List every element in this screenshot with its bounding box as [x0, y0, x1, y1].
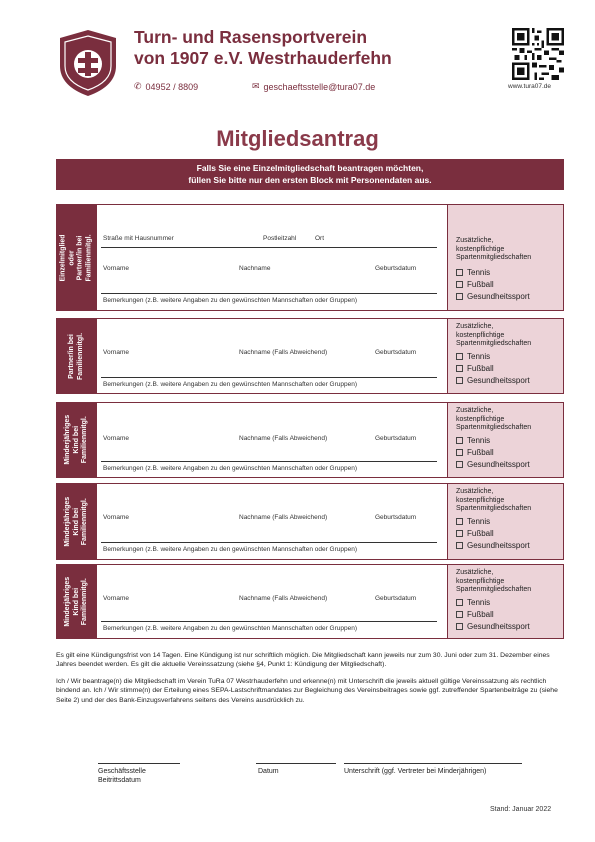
unterschrift-label: Unterschrift (ggf. Vertreter bei Minderjährigen): [344, 768, 487, 775]
form-title: Mitgliedsantrag: [216, 126, 379, 151]
member-block-1: [56, 204, 564, 311]
club-name: Turn- und Rasensportverein von 1907 e.V. Westrhauderfehn: [134, 27, 392, 68]
checkbox-icon[interactable]: [456, 377, 463, 384]
vorname-label: Vorname: [103, 514, 130, 521]
option-tennis[interactable]: Tennis: [456, 597, 563, 609]
nachname-label: Nachname (Falls Abweichend): [239, 349, 328, 356]
checkbox-icon[interactable]: [456, 518, 463, 525]
checkbox-icon[interactable]: [456, 281, 463, 288]
checkbox-icon[interactable]: [456, 269, 463, 276]
checkbox-icon[interactable]: [456, 293, 463, 300]
bemerkungen-label: Bemerkungen (z.B. weitere Angaben zu den gewünschten Mannschaften oder Gruppen): [103, 546, 358, 553]
option-tennis[interactable]: Tennis: [456, 435, 563, 447]
sparten-panel: [447, 205, 563, 310]
option-fussball[interactable]: Fußball: [456, 363, 563, 375]
name-input-line[interactable]: [101, 621, 437, 622]
nachname-label: Nachname (Falls Abweichend): [239, 595, 328, 602]
vorname-label: Vorname: [103, 349, 130, 356]
nachname-label: Nachname: [239, 265, 271, 272]
address-input-line[interactable]: [101, 247, 437, 248]
unterschrift-line[interactable]: [344, 763, 522, 764]
sparten-heading: Zusätzliche, kostenpflichtige Spartenmitgliedschaften: [456, 407, 532, 431]
option-gesundheitssport[interactable]: Gesundheitssport: [456, 459, 563, 471]
sparten-panel: [447, 565, 563, 638]
phone-number: 04952 / 8809: [145, 81, 199, 92]
plz-label: Postleitzahl: [263, 235, 297, 242]
phone-row: [134, 81, 198, 92]
option-gesundheitssport[interactable]: Gesundheitssport: [456, 291, 563, 303]
vorname-label: Vorname: [103, 435, 130, 442]
sparten-panel: [447, 319, 563, 393]
kuendigung-paragraph: Es gilt eine Kündigungsfrist von 14 Tagen. Eine Kündigung ist nur schriftlich möglich. Die Mitgliedschaft kann jeweils nur zum 30. Juni oder zum 31. Dezember eines Jahres beendet werden. Es gilt die aktuelle Vereinssatzung (siehe §4, Punkt 1: Kündigung der Mitgliedschaft).: [56, 652, 550, 669]
phone-icon: ✆: [134, 81, 142, 91]
name-input-line[interactable]: [101, 377, 437, 378]
email-address[interactable]: geschaeftsstelle@tura07.de: [263, 81, 376, 92]
option-tennis[interactable]: Tennis: [456, 351, 563, 363]
block-side-label: Minderjähriges Kind bei Familienmitgl.: [57, 484, 97, 559]
option-gesundheitssport[interactable]: Gesundheitssport: [456, 375, 563, 387]
block-side-label: Minderjähriges Kind bei Familienmitgl.: [57, 565, 97, 638]
geburtsdatum-label: Geburtsdatum: [375, 514, 417, 521]
option-tennis[interactable]: Tennis: [456, 516, 563, 528]
sparten-panel: [447, 403, 563, 477]
geburtsdatum-label: Geburtsdatum: [375, 349, 417, 356]
checkbox-icon[interactable]: [456, 623, 463, 630]
name-input-line[interactable]: [101, 542, 437, 543]
option-fussball[interactable]: Fußball: [456, 279, 563, 291]
option-tennis[interactable]: Tennis: [456, 267, 563, 279]
ort-label: Ort: [315, 235, 325, 242]
sparten-heading: Zusätzliche, kostenpflichtige Spartenmitgliedschaften: [456, 488, 532, 512]
checkbox-icon[interactable]: [456, 611, 463, 618]
bemerkungen-label: Bemerkungen (z.B. weitere Angaben zu den gewünschten Mannschaften oder Gruppen): [103, 465, 358, 472]
instruction-banner: [56, 159, 564, 190]
block-side-label: Partner/in bei Familienmitgl.: [57, 319, 97, 393]
block-side-label: Minderjähriges Kind bei Familienmitgl.: [57, 403, 97, 477]
geburtsdatum-label: Geburtsdatum: [375, 595, 417, 602]
bemerkungen-label: Bemerkungen (z.B. weitere Angaben zu den gewünschten Mannschaften oder Gruppen): [103, 297, 358, 304]
datum-line[interactable]: [256, 763, 336, 764]
member-block-5: [56, 564, 564, 639]
stand-date: Stand: Januar 2022: [490, 806, 552, 813]
vorname-label: Vorname: [103, 265, 130, 272]
sparten-heading: Zusätzliche, kostenpflichtige Spartenmitgliedschaften: [456, 323, 532, 347]
member-block-3: [56, 402, 564, 478]
banner-line-1: Falls Sie eine Einzelmitgliedschaft beantragen möchten,: [196, 163, 424, 173]
consent-paragraph: Ich / Wir beantrage(n) die Mitgliedschaft im Verein TuRa 07 Westrhauderfehn und erkenne(n) mit Unterschrift die jeweils aktuell gültige Vereinssatzung als rechtlich bindend an. Ich / Wir stimme(n) der Erteilung eines SEPA-Lastschriftmandates zur Begleichung des Vereinsbeitrages sowie ggf. zutreffender Spartenbeiträge zu (siehe Seite 2) und der des Bank-Einzugsverfahrens seitens des Vereins ausdrücklich zu.: [56, 678, 558, 704]
option-gesundheitssport[interactable]: Gesundheitssport: [456, 621, 563, 633]
checkbox-icon[interactable]: [456, 365, 463, 372]
geschaeftsstelle-line[interactable]: [98, 763, 180, 764]
geburtsdatum-label: Geburtsdatum: [375, 435, 417, 442]
nachname-label: Nachname (Falls Abweichend): [239, 514, 328, 521]
sparten-heading: Zusätzliche, kostenpflichtige Spartenmitgliedschaften: [456, 569, 532, 593]
checkbox-icon[interactable]: [456, 437, 463, 444]
vorname-label: Vorname: [103, 595, 130, 602]
website-url[interactable]: www.tura07.de: [508, 83, 551, 90]
name-input-line[interactable]: [101, 293, 437, 294]
club-logo: [56, 28, 120, 98]
nachname-label: Nachname (Falls Abweichend): [239, 435, 328, 442]
name-input-line[interactable]: [101, 461, 437, 462]
checkbox-icon[interactable]: [456, 353, 463, 360]
datum-label: Datum: [258, 768, 279, 775]
member-block-2: [56, 318, 564, 394]
street-label: Straße mit Hausnummer: [103, 235, 174, 242]
checkbox-icon[interactable]: [456, 599, 463, 606]
checkbox-icon[interactable]: [456, 449, 463, 456]
banner-line-2: füllen Sie bitte nur den ersten Block mit Personendaten aus.: [188, 175, 432, 185]
bemerkungen-label: Bemerkungen (z.B. weitere Angaben zu den gewünschten Mannschaften oder Gruppen): [103, 625, 358, 632]
geschaeftsstelle-label: Geschäftsstelle Beitrittsdatum: [98, 768, 146, 784]
member-block-4: [56, 483, 564, 560]
sparten-heading: Zusätzliche, kostenpflichtige Spartenmitgliedschaften: [456, 237, 532, 261]
checkbox-icon[interactable]: [456, 461, 463, 468]
mail-icon: ✉: [252, 81, 260, 91]
checkbox-icon[interactable]: [456, 542, 463, 549]
sparten-panel: [447, 484, 563, 559]
option-fussball[interactable]: Fußball: [456, 609, 563, 621]
option-fussball[interactable]: Fußball: [456, 447, 563, 459]
option-gesundheitssport[interactable]: Gesundheitssport: [456, 540, 563, 552]
checkbox-icon[interactable]: [456, 530, 463, 537]
geburtsdatum-label: Geburtsdatum: [375, 265, 417, 272]
email-row: [252, 81, 375, 92]
option-fussball[interactable]: Fußball: [456, 528, 563, 540]
block-side-label: Einzelmitglied oder Partner/in bei Familienmitgl.: [57, 205, 97, 310]
qr-code-icon: [512, 28, 564, 80]
bemerkungen-label: Bemerkungen (z.B. weitere Angaben zu den gewünschten Mannschaften oder Gruppen): [103, 381, 358, 388]
